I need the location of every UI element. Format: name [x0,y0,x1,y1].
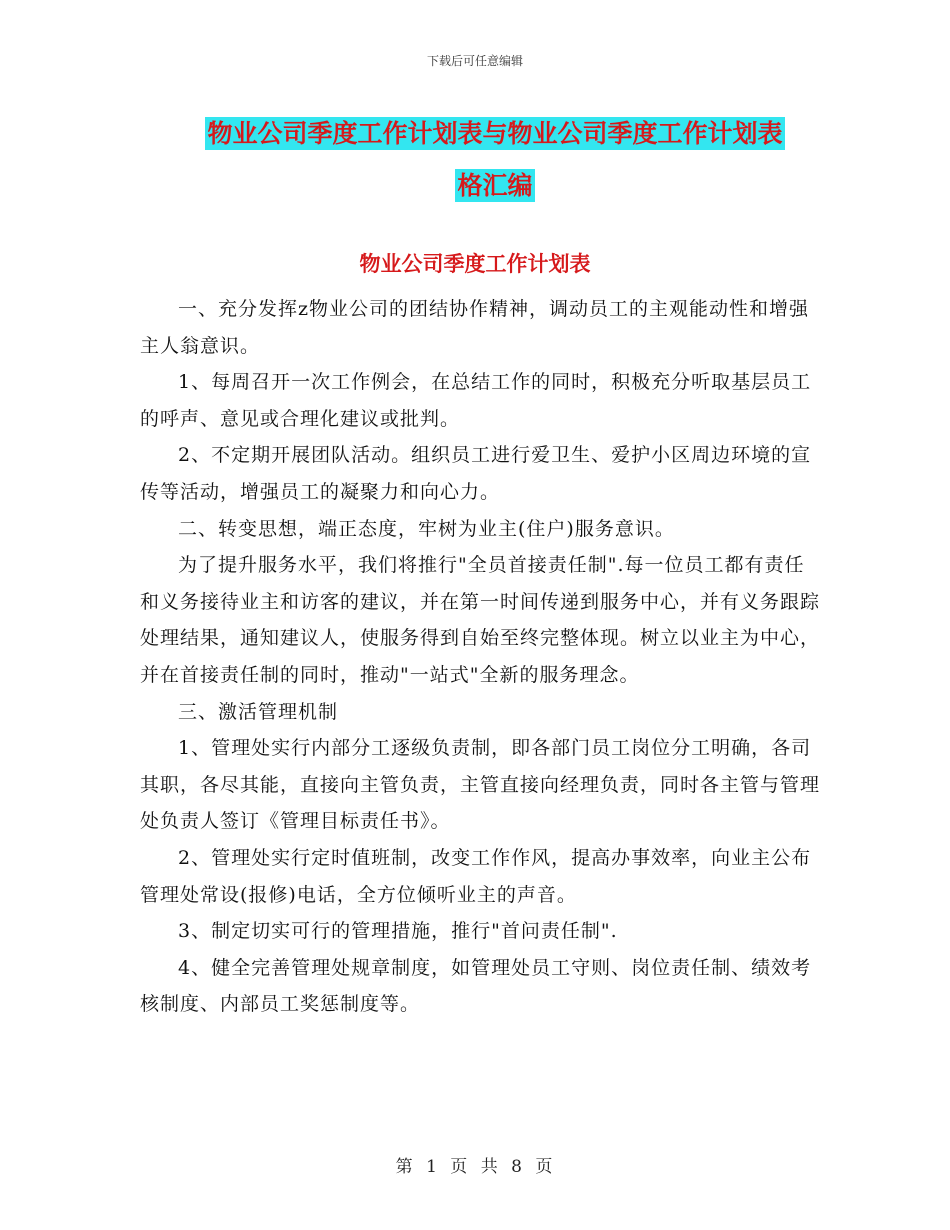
document-body [140,291,820,1023]
document-title-line-1: 物业公司季度工作计划表与物业公司季度工作计划表 [207,119,783,148]
paragraph: 三、激活管理机制 [178,700,339,723]
paragraph: 2、管理处实行定时值班制，改变工作作风，提高办事效率，向业主公布管理处常设(报修)电话，全方位倾听业主的声音。 [140,846,812,906]
document-title-line-2: 格汇编 [457,171,533,200]
paragraph: 一、充分发挥z物业公司的团结协作精神，调动员工的主观能动性和增强主人翁意识。 [140,298,810,357]
header-note: 下载后可任意编辑 [426,54,523,68]
section-title: 物业公司季度工作计划表 [359,252,591,276]
paragraph: 为了提升服务水平，我们将推行"全员首接责任制".每一位员工都有责任和义务接待业主和访客的建议，并在第一时间传递到服务中心，并有义务跟踪处理结果，通知建议人，使服务得到自始至终完整体现。树立以业主为中心，并在首接责任制的同时，推动"一站式"全新的服务理念。 [140,554,821,686]
paragraph: 3、制定切实可行的管理措施，推行"首问责任制". [178,920,618,943]
paragraph: 2、不定期开展团队活动。组织员工进行爱卫生、爱护小区周边环境的宣传等活动，增强员工的凝聚力和向心力。 [140,444,812,503]
document-title [140,108,850,212]
paragraph: 1、管理处实行内部分工逐级负责制，即各部门员工岗位分工明确，各司其职，各尽其能，直接向主管负责，主管直接向经理负责，同时各主管与管理处负责人签订《管理目标责任书》。 [140,737,821,833]
paragraph: 1、每周召开一次工作例会，在总结工作的同时，积极充分听取基层员工的呼声、意见或合理化建议或批判。 [140,371,812,430]
paragraph: 二、转变思想，端正态度，牢树为业主(住户)服务意识。 [178,517,675,540]
page-indicator: 第 1 页 共 8 页 [395,1157,555,1177]
paragraph: 4、健全完善管理处规章制度，如管理处员工守则、岗位责任制、绩效考核制度、内部员工奖惩制度等。 [140,956,812,1016]
